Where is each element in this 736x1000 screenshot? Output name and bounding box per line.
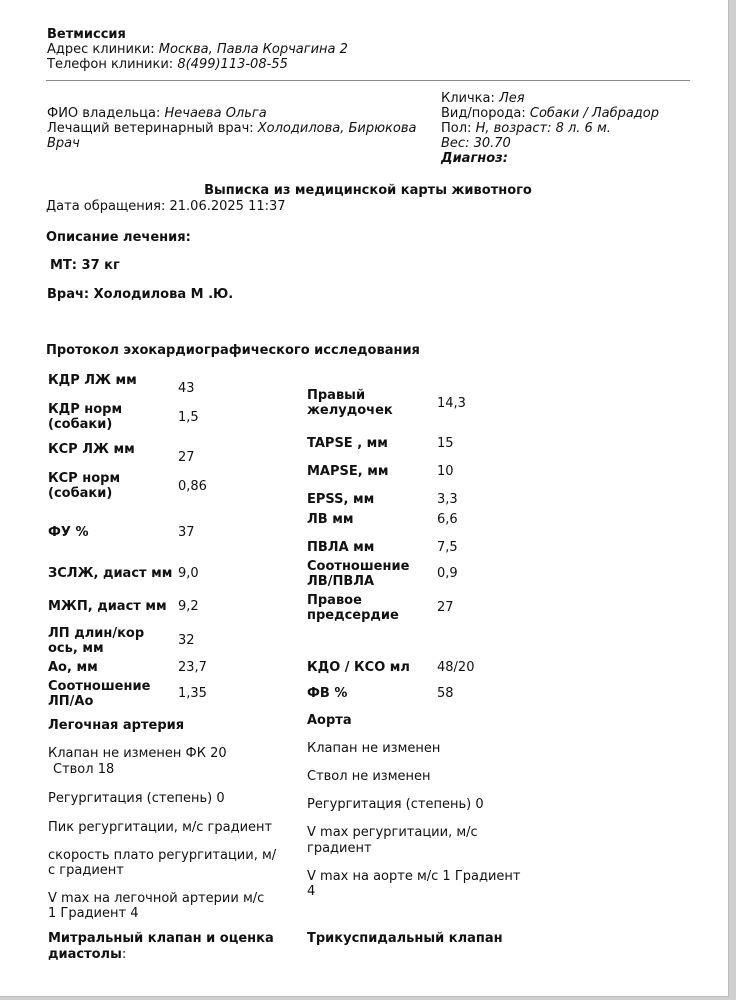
param-label: TAPSE , мм xyxy=(307,436,388,451)
param-value: 7,5 xyxy=(437,540,458,555)
aorta-trunk: Ствол не изменен xyxy=(307,769,431,784)
param-value: 10 xyxy=(437,464,454,479)
doctor-signature-line: Врач: Холодилова М .Ю. xyxy=(47,287,234,302)
pulmonary-vmax-gradient: 1 Градиент 4 xyxy=(48,906,139,921)
param-label: Соотношение ЛП/Ао xyxy=(48,679,151,709)
param-value: 9,0 xyxy=(178,566,199,581)
body-mass: МТ: 37 кг xyxy=(50,258,120,273)
param-label: ФУ % xyxy=(48,525,89,540)
param-value: 9,2 xyxy=(178,599,199,614)
param-value: 1,5 xyxy=(178,410,199,425)
param-label: КДО / КСО мл xyxy=(307,660,410,675)
param-label: КДР норм (собаки) xyxy=(48,402,123,432)
param-value: 6,6 xyxy=(437,512,458,527)
owner-value: Нечаева Ольга xyxy=(164,106,267,121)
pet-sex-label: Пол: xyxy=(441,121,476,136)
aorta-vmax-regurg: V max регургитации, м/с xyxy=(307,825,478,840)
aorta-valve: Клапан не изменен xyxy=(307,741,441,756)
phone-value: 8(499)113-08-55 xyxy=(177,57,288,72)
param-value: 58 xyxy=(437,686,454,701)
diagnosis-label: Диагноз: xyxy=(441,151,508,166)
protocol-title: Протокол эхокардиографического исследования xyxy=(46,343,420,358)
pulmonary-trunk: Ствол 18 xyxy=(53,762,115,777)
owner-line xyxy=(47,106,267,122)
param-label: ФВ % xyxy=(307,686,348,701)
doctor-label: Лечащий ветеринарный врач: xyxy=(47,121,258,136)
param-value: 0,86 xyxy=(178,479,207,494)
param-label: Ао, мм xyxy=(48,660,98,675)
mitral-colon: : xyxy=(121,947,127,962)
pet-weight xyxy=(441,136,511,152)
param-label: КДР ЛЖ мм xyxy=(48,373,137,388)
aorta-vmax-regurg-gradient: градиент xyxy=(307,841,372,856)
aorta-title: Аорта xyxy=(307,713,352,728)
pulmonary-peak: Пик регургитации, м/с градиент xyxy=(48,820,273,835)
pet-weight-value: 30.70 xyxy=(473,136,511,151)
pet-name-label: Кличка: xyxy=(441,91,499,106)
doctor-line xyxy=(47,121,416,137)
param-value: 1,35 xyxy=(178,686,207,701)
param-label: ЛВ мм xyxy=(307,512,354,527)
pet-weight-label: Вес: xyxy=(441,136,474,151)
param-value: 27 xyxy=(178,450,195,465)
pulmonary-regurg: Регургитация (степень) 0 xyxy=(48,791,225,806)
doctor-role: Врач xyxy=(47,136,80,151)
param-value: 15 xyxy=(437,436,454,451)
aorta-vmax: V max на аорте м/с 1 Градиент xyxy=(307,869,521,884)
clinic-address xyxy=(47,42,348,58)
mitral-title-cont xyxy=(48,947,126,963)
pet-sex-value: Н, возраст: 8 л. 6 м. xyxy=(475,121,611,136)
address-label: Адрес клиники: xyxy=(47,42,159,57)
mitral-title: Митральный клапан и оценка xyxy=(48,931,274,946)
param-label: Соотношение ЛВ/ПВЛА xyxy=(307,559,410,589)
param-value: 23,7 xyxy=(178,660,207,675)
pulmonary-plateau: скорость плато регургитации, м/ xyxy=(48,848,277,863)
aorta-regurg: Регургитация (степень) 0 xyxy=(307,797,484,812)
pet-species-value: Собаки / Лабрадор xyxy=(529,106,660,121)
param-label: ЗСЛЖ, диаст мм xyxy=(48,566,173,581)
param-label: КСР ЛЖ мм xyxy=(48,442,135,457)
header-divider xyxy=(46,80,690,81)
param-value: 27 xyxy=(437,600,454,615)
param-label: ЛП длин/кор ось, мм xyxy=(48,626,145,656)
param-value: 14,3 xyxy=(437,396,466,411)
param-label: ПВЛА мм xyxy=(307,540,375,555)
pet-species-label: Вид/порода: xyxy=(441,106,530,121)
param-label: Правый желудочек xyxy=(307,388,393,418)
pulmonary-vmax: V max на легочной артерии м/с xyxy=(48,891,265,906)
clinic-phone xyxy=(47,57,288,73)
pulmonary-valve: Клапан не изменен ФК 20 xyxy=(48,746,227,761)
param-label: EPSS, мм xyxy=(307,492,375,507)
pet-species xyxy=(441,106,659,122)
param-label: КСР норм (собаки) xyxy=(48,471,121,501)
pet-name xyxy=(441,91,525,107)
doctor-value: Холодилова, Бирюкова xyxy=(257,121,417,136)
mitral-title-line2: диастолы xyxy=(48,947,122,962)
pulmonary-title: Легочная артерия xyxy=(48,718,185,733)
param-value: 43 xyxy=(178,381,195,396)
param-value: 0,9 xyxy=(437,566,458,581)
param-value: 32 xyxy=(178,633,195,648)
param-label: Правое предсердие xyxy=(307,593,399,623)
owner-label: ФИО владельца: xyxy=(47,106,165,121)
tricuspid-title: Трикуспидальный клапан xyxy=(307,931,503,946)
clinic-name: Ветмиссия xyxy=(47,27,126,42)
pet-name-value: Лея xyxy=(499,91,525,106)
param-value: 48/20 xyxy=(437,660,475,675)
phone-label: Телефон клиники: xyxy=(47,57,178,72)
pet-sex-age xyxy=(441,121,611,137)
param-label: MAPSE, мм xyxy=(307,464,389,479)
pulmonary-plateau-gradient: с градиент xyxy=(48,863,124,878)
address-value: Москва, Павла Корчагина 2 xyxy=(158,42,348,57)
treatment-label: Описание лечения: xyxy=(46,230,191,245)
param-value: 37 xyxy=(178,525,195,540)
visit-date: Дата обращения: 21.06.2025 11:37 xyxy=(46,199,286,214)
param-label: МЖП, диаст мм xyxy=(48,599,167,614)
param-value: 3,3 xyxy=(437,492,458,507)
aorta-vmax-gradient: 4 xyxy=(307,884,316,899)
record-title: Выписка из медицинской карты животного xyxy=(204,183,532,198)
